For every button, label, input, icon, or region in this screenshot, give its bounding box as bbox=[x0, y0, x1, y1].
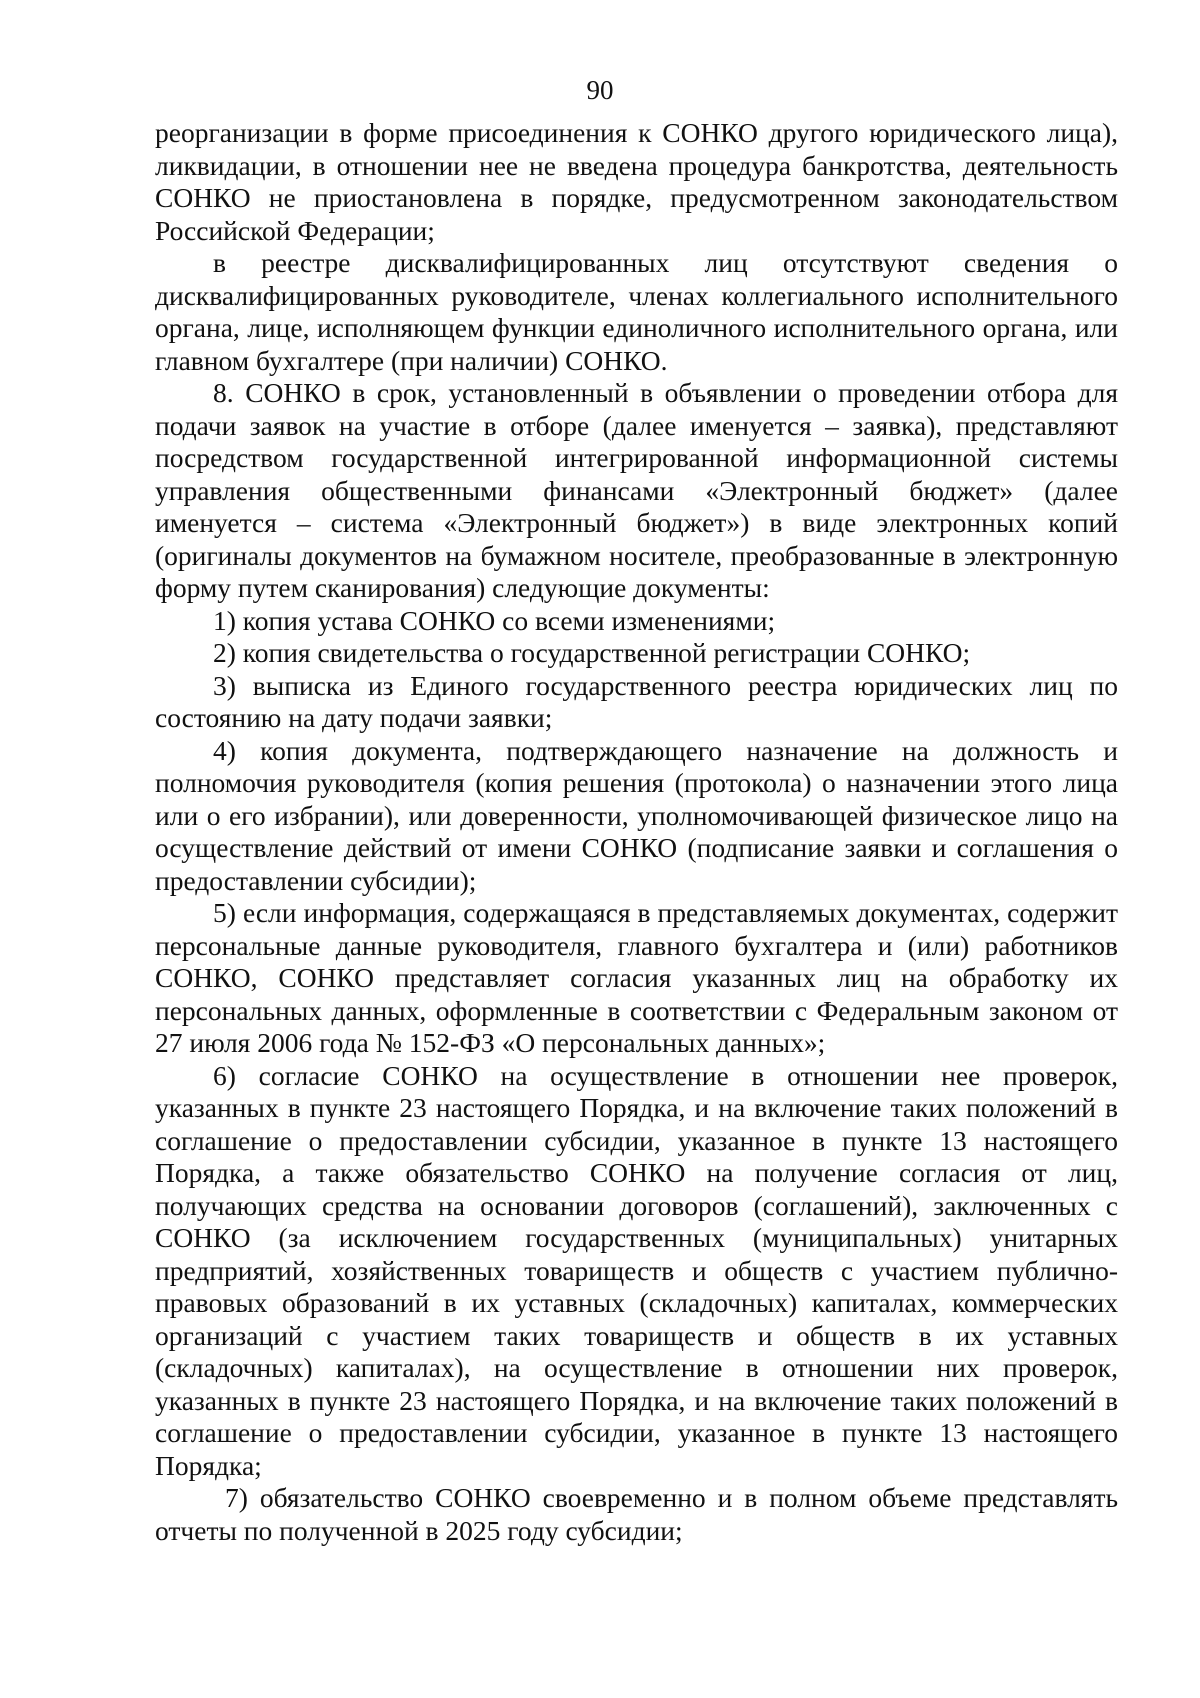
list-item-5: 5) если информация, содержащаяся в представляемых документах, содержит персональные данные руководителя, главного бухгалтера и (или) работников СОНКО, СОНКО представляет согласия указанных лиц на обработку их персональных данных, оформленные в соответствии с Федеральным законом от 27 июля 2006 года № 152-ФЗ «О персональных данных»; bbox=[155, 897, 1118, 1058]
list-item-3: 3) выписка из Единого государственного реестра юридических лиц по состоянию на дату подачи заявки; bbox=[155, 669, 1118, 733]
document-body bbox=[155, 117, 1118, 1547]
page-number: 90 bbox=[586, 75, 614, 105]
paragraph-continuation: реорганизации в форме присоединения к СОНКО другого юридического лица), ликвидации, в отношении нее не введена процедура банкротства, деятельность СОНКО не приостановлена в порядке, предусмотренном законодательством Российской Федерации; bbox=[155, 117, 1118, 246]
list-item-6: 6) согласие СОНКО на осуществление в отношении нее проверок, указанных в пункте 23 настоящего Порядка, и на включение таких положений в соглашение о предоставлении субсидии, указанное в пункте 13 настоящего Порядка, а также обязательство СОНКО на получение согласия от лиц, получающих средства на основании договоров (соглашений), заключенных с СОНКО (за исключением государственных (муниципальных) унитарных предприятий, хозяйственных товариществ и обществ с участием публично-правовых образований в их уставных (складочных) капиталах, коммерческих организаций с участием таких товариществ и обществ в их уставных (складочных) капиталах), на осуществление в отношении них проверок, указанных в пункте 23 настоящего Порядка, и на включение таких положений в соглашение о предоставлении субсидии, указанное в пункте 13 настоящего Порядка; bbox=[155, 1059, 1118, 1481]
list-item-1: 1) копия устава СОНКО со всеми изменениями; bbox=[213, 604, 776, 636]
paragraph-disqualified-registry: в реестре дисквалифицированных лиц отсутствуют сведения о дисквалифицированных руководителе, членах коллегиального исполнительного органа, лице, исполняющем функции единоличного исполнительного органа, или главном бухгалтере (при наличии) СОНКО. bbox=[155, 247, 1118, 376]
paragraph-clause-8: 8. СОНКО в срок, установленный в объявлении о проведении отбора для подачи заявок на участие в отборе (далее именуется – заявка), представляют посредством государственной интегрированной информационной системы управления общественными финансами «Электронный бюджет» (далее именуется – система «Электронный бюджет») в виде электронных копий (оригиналы документов на бумажном носителе, преобразованные в электронную форму путем сканирования) следующие документы: bbox=[155, 377, 1118, 603]
list-item-2: 2) копия свидетельства о государственной регистрации СОНКО; bbox=[213, 637, 971, 668]
list-item-7: 7) обязательство СОНКО своевременно и в полном объеме представлять отчеты по полученной в 2025 году субсидии; bbox=[155, 1482, 1118, 1546]
list-item-4: 4) копия документа, подтверждающего назначение на должность и полномочия руководителя (копия решения (протокола) о назначении этого лица или о его избрании), или доверенности, уполномочивающей физическое лицо на осуществление действий от имени СОНКО (подписание заявки и соглашения о предоставлении субсидии); bbox=[155, 734, 1118, 896]
